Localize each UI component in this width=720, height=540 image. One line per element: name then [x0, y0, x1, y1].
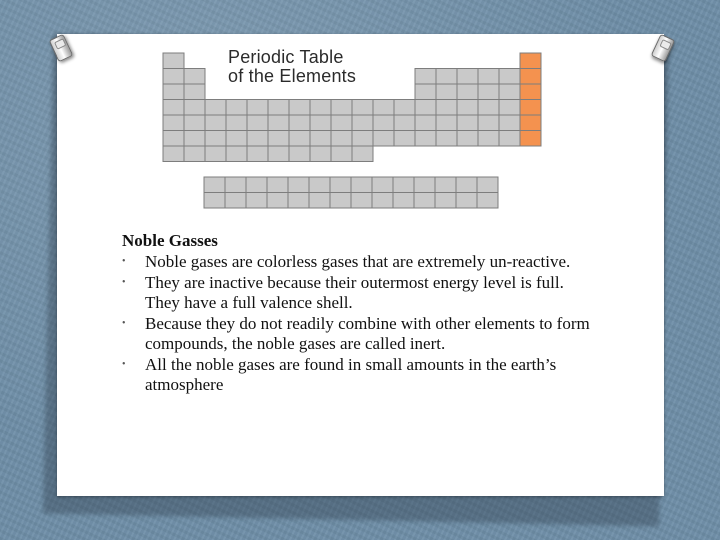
element-cell — [205, 131, 226, 147]
element-cell — [331, 146, 352, 162]
element-cell — [352, 146, 373, 162]
bullet-list — [122, 252, 602, 395]
element-cell — [163, 131, 184, 147]
bullet-icon: • — [122, 277, 126, 288]
f-block-cell — [435, 193, 456, 209]
f-block-cell — [204, 177, 225, 193]
element-cell — [373, 115, 394, 131]
element-cell — [394, 131, 415, 147]
element-cell — [331, 100, 352, 116]
bullet-item — [122, 355, 602, 395]
f-block-cell — [309, 177, 330, 193]
element-cell — [247, 100, 268, 116]
bullet-item — [122, 273, 602, 313]
element-cell — [310, 131, 331, 147]
element-cell — [373, 131, 394, 147]
periodic-table-title-line-2: of the Elements — [228, 66, 357, 86]
f-block-cell — [309, 193, 330, 209]
element-cell — [184, 131, 205, 147]
element-cell — [394, 115, 415, 131]
bullet-icon: • — [122, 359, 126, 370]
f-block-cell — [267, 193, 288, 209]
element-cell — [415, 115, 436, 131]
element-cell — [163, 100, 184, 116]
f-block-cell — [456, 193, 477, 209]
text-content — [122, 231, 602, 396]
element-cell — [184, 69, 205, 85]
element-cell — [415, 84, 436, 100]
f-block-cell — [414, 193, 435, 209]
f-block-cell — [288, 193, 309, 209]
f-block-cell — [372, 177, 393, 193]
element-cell — [163, 146, 184, 162]
f-block-cell — [351, 193, 372, 209]
element-cell — [226, 100, 247, 116]
periodic-table-title-line-1: Periodic Table — [228, 47, 344, 67]
element-cell — [226, 146, 247, 162]
element-cell — [457, 84, 478, 100]
element-cell — [268, 115, 289, 131]
element-cell — [163, 69, 184, 85]
element-cell — [310, 115, 331, 131]
element-cell — [436, 131, 457, 147]
noble-gas-cell — [520, 69, 541, 85]
f-block-cell — [477, 177, 498, 193]
element-cell — [478, 84, 499, 100]
element-cell — [331, 115, 352, 131]
f-block-cell — [246, 193, 267, 209]
bullet-item — [122, 252, 602, 272]
noble-gas-cell — [520, 100, 541, 116]
element-cell — [457, 115, 478, 131]
element-cell — [247, 146, 268, 162]
f-block-cell — [372, 193, 393, 209]
element-cell — [289, 100, 310, 116]
element-cell — [457, 131, 478, 147]
element-cell — [289, 131, 310, 147]
f-block-cell — [246, 177, 267, 193]
element-cell — [310, 100, 331, 116]
bullet-icon: • — [122, 318, 126, 329]
section-heading: Noble Gasses — [122, 231, 218, 250]
element-cell — [268, 100, 289, 116]
element-cell — [415, 100, 436, 116]
element-cell — [184, 146, 205, 162]
element-cell — [310, 146, 331, 162]
element-cell — [436, 100, 457, 116]
bullet-text: Noble gases are colorless gases that are extremely un-reactive. — [145, 252, 571, 271]
element-cell — [205, 115, 226, 131]
element-cell — [478, 100, 499, 116]
element-cell — [268, 146, 289, 162]
element-cell — [457, 100, 478, 116]
f-block-cell — [225, 177, 246, 193]
periodic-table-figure — [140, 44, 572, 222]
f-block-cell — [477, 193, 498, 209]
periodic-table-title — [228, 48, 448, 86]
bullet-item — [122, 314, 602, 354]
f-block-cell — [267, 177, 288, 193]
bullet-icon: • — [122, 256, 126, 267]
element-cell — [436, 84, 457, 100]
element-cell — [499, 69, 520, 85]
noble-gas-cell — [520, 53, 541, 69]
element-cell — [184, 115, 205, 131]
noble-gas-cell — [520, 131, 541, 147]
f-block-cell — [435, 177, 456, 193]
bullet-text: Because they do not readily combine with other elements to form compounds, the noble gases are called inert. — [145, 314, 590, 353]
element-cell — [499, 131, 520, 147]
element-cell — [289, 115, 310, 131]
element-cell — [184, 84, 205, 100]
f-block-cell — [414, 177, 435, 193]
element-cell — [352, 115, 373, 131]
element-cell — [289, 146, 310, 162]
bullet-text: They are inactive because their outermost energy level is full. They have a full valence shell. — [145, 273, 564, 312]
element-cell — [478, 131, 499, 147]
element-cell — [184, 100, 205, 116]
noble-gas-cell — [520, 115, 541, 131]
element-cell — [268, 131, 289, 147]
f-block-cell — [288, 177, 309, 193]
element-cell — [352, 131, 373, 147]
element-cell — [226, 115, 247, 131]
element-cell — [499, 115, 520, 131]
f-block-cell — [456, 177, 477, 193]
f-block-cell — [351, 177, 372, 193]
element-cell — [205, 100, 226, 116]
f-block-cell — [225, 193, 246, 209]
element-cell — [163, 84, 184, 100]
element-cell — [205, 146, 226, 162]
element-cell — [247, 131, 268, 147]
element-cell — [457, 69, 478, 85]
element-cell — [331, 131, 352, 147]
f-block-cell — [204, 193, 225, 209]
element-cell — [352, 100, 373, 116]
element-cell — [163, 53, 184, 69]
element-cell — [394, 100, 415, 116]
f-block-cell — [330, 177, 351, 193]
element-cell — [499, 100, 520, 116]
noble-gas-cell — [520, 84, 541, 100]
element-cell — [415, 131, 436, 147]
f-block-cell — [393, 193, 414, 209]
element-cell — [478, 115, 499, 131]
f-block-cell — [330, 193, 351, 209]
element-cell — [478, 69, 499, 85]
element-cell — [163, 115, 184, 131]
element-cell — [247, 115, 268, 131]
bullet-text: All the noble gases are found in small amounts in the earth’s atmosphere — [145, 355, 557, 394]
element-cell — [436, 115, 457, 131]
element-cell — [499, 84, 520, 100]
element-cell — [373, 100, 394, 116]
f-block-cell — [393, 177, 414, 193]
element-cell — [226, 131, 247, 147]
